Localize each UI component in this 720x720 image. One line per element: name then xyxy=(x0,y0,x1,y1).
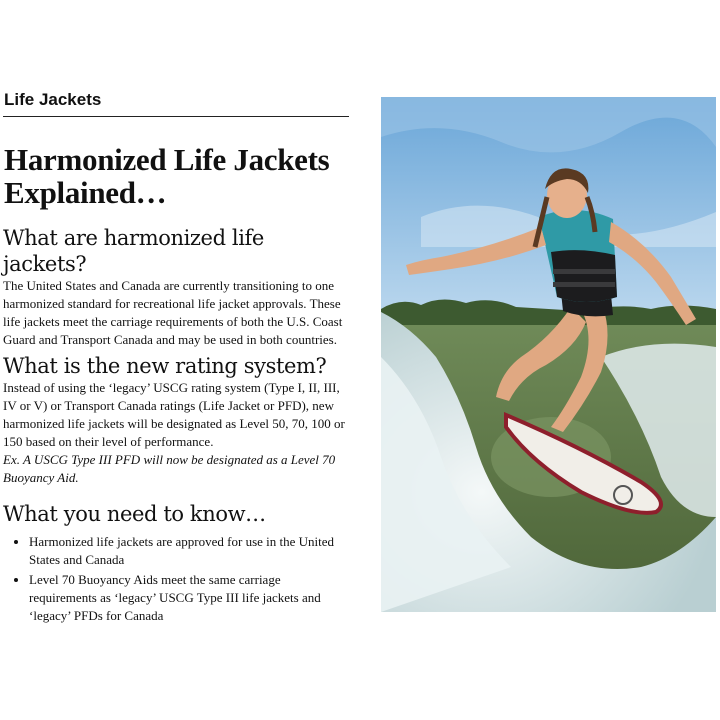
section-body-rating-system: Instead of using the ‘legacy’ USCG rating system (Type I, II, III, IV or V) or Transport Canada ratings (Life Jacket or PFD), new harmonized life jackets will be designated as Level 50, 70, 100 or 150 based on their level of performance. xyxy=(3,380,345,449)
category-label: Life Jackets xyxy=(4,90,102,109)
rating-example-text: Ex. A USCG Type III PFD will now be designated as a Level 70 Buoyancy Aid. xyxy=(3,452,336,485)
article-column xyxy=(3,90,349,627)
article-headline: Harmonized Life Jackets Explained… xyxy=(4,142,330,210)
section-heading-rating-system: What is the new rating system? xyxy=(3,354,327,378)
section-heading-harmonized: What are harmonized life jackets? xyxy=(3,226,264,276)
wakesurfer-photo xyxy=(381,97,716,612)
list-item: • Level 70 Buoyancy Aids meet the same carriage requirements as ‘legacy’ USCG Type III life jackets and ‘legacy’ PFDs for Canada xyxy=(29,571,349,625)
header-divider xyxy=(3,116,349,117)
list-item: • Harmonized life jackets are approved for use in the United States and Canada xyxy=(29,533,349,569)
section-heading-need-to-know: What you need to know… xyxy=(3,502,266,526)
section-body-harmonized: The United States and Canada are currently transitioning to one harmonized standard for recreational life jacket approvals. These life jackets meet the carriage requirements of both the U.S. Coast Guard and Transport Canada and may be used in both countries. xyxy=(3,278,343,347)
need-to-know-list xyxy=(3,533,349,625)
